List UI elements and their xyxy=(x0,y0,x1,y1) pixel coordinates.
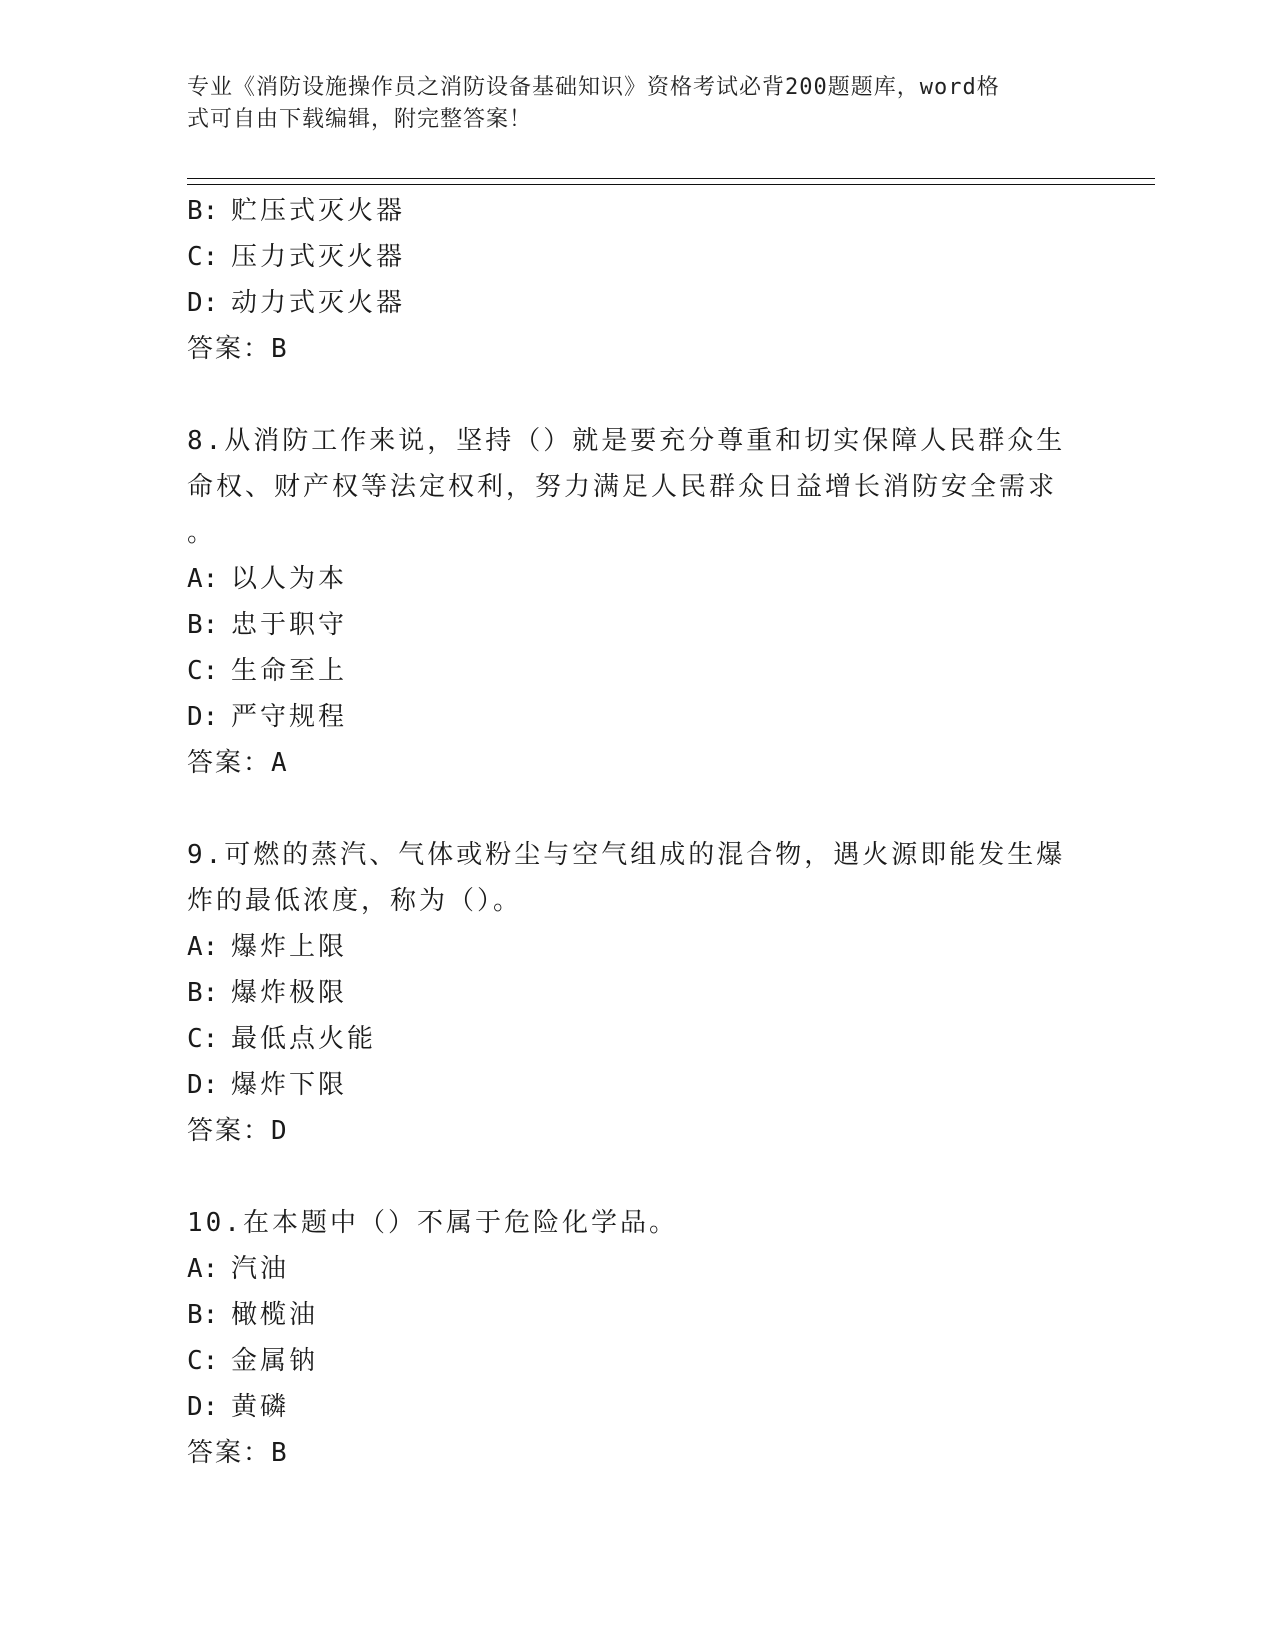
question-list xyxy=(187,188,1067,1476)
option-key: B: xyxy=(187,610,219,640)
option-d xyxy=(187,280,1067,326)
option-key: B: xyxy=(187,196,219,226)
question-text-line: 。 xyxy=(187,518,217,548)
question-text-line: 命权、财产权等法定权利，努力满足人民群众日益增长消防安全需求 xyxy=(187,472,1058,502)
option-b xyxy=(187,188,1067,234)
answer-line xyxy=(187,740,1067,786)
option-a xyxy=(187,1246,1067,1292)
option-key: C: xyxy=(187,242,219,272)
option-text: 生命至上 xyxy=(231,656,348,686)
option-text: 爆炸上限 xyxy=(231,932,348,962)
spacer xyxy=(187,786,1067,832)
option-text: 爆炸极限 xyxy=(231,978,348,1008)
option-a xyxy=(187,924,1067,970)
answer-line xyxy=(187,1108,1067,1154)
option-text: 以人为本 xyxy=(231,564,348,594)
spacer xyxy=(187,1154,1067,1200)
option-b xyxy=(187,602,1067,648)
option-key: C: xyxy=(187,656,219,686)
option-key: A: xyxy=(187,564,219,594)
option-key: D: xyxy=(187,1070,219,1100)
option-c xyxy=(187,1016,1067,1062)
option-d xyxy=(187,1062,1067,1108)
answer-label: 答案： xyxy=(187,334,272,364)
question-9 xyxy=(187,832,1067,1154)
question-10 xyxy=(187,1200,1067,1476)
option-key: B: xyxy=(187,978,219,1008)
option-key: D: xyxy=(187,1392,219,1422)
option-c xyxy=(187,648,1067,694)
answer-line xyxy=(187,326,1067,372)
option-c xyxy=(187,1338,1067,1384)
option-c xyxy=(187,234,1067,280)
option-key: C: xyxy=(187,1024,219,1054)
option-text: 贮压式灭火器 xyxy=(231,196,406,226)
option-key: B: xyxy=(187,1300,219,1330)
header-divider-top xyxy=(187,178,1155,179)
option-text: 爆炸下限 xyxy=(231,1070,348,1100)
option-text: 金属钠 xyxy=(231,1346,319,1376)
option-d xyxy=(187,694,1067,740)
option-d xyxy=(187,1384,1067,1430)
option-text: 压力式灭火器 xyxy=(231,242,406,272)
answer-label: 答案： xyxy=(187,1438,272,1468)
answer-label: 答案： xyxy=(187,1116,272,1146)
answer-value: D xyxy=(271,1116,287,1146)
document-header xyxy=(187,72,1067,136)
question-7-options xyxy=(187,188,1067,372)
answer-value: A xyxy=(271,748,287,778)
option-key: C: xyxy=(187,1346,219,1376)
option-key: A: xyxy=(187,1254,219,1284)
header-line-1: 专业《消防设施操作员之消防设备基础知识》资格考试必背200题题库，word格 xyxy=(187,75,1000,100)
answer-label: 答案： xyxy=(187,748,272,778)
option-text: 严守规程 xyxy=(231,702,348,732)
question-text-line: 9.可燃的蒸汽、气体或粉尘与空气组成的混合物，遇火源即能发生爆 xyxy=(187,840,1066,870)
question-text-line: 炸的最低浓度，称为（）。 xyxy=(187,886,523,916)
spacer xyxy=(187,372,1067,418)
option-key: A: xyxy=(187,932,219,962)
option-text: 橄榄油 xyxy=(231,1300,319,1330)
option-text: 黄磷 xyxy=(231,1392,290,1422)
option-a xyxy=(187,556,1067,602)
option-key: D: xyxy=(187,702,219,732)
option-key: D: xyxy=(187,288,219,318)
answer-value: B xyxy=(271,334,287,364)
answer-line xyxy=(187,1430,1067,1476)
option-text: 最低点火能 xyxy=(231,1024,377,1054)
option-text: 忠于职守 xyxy=(231,610,348,640)
option-text: 动力式灭火器 xyxy=(231,288,406,318)
option-text: 汽油 xyxy=(231,1254,290,1284)
option-b xyxy=(187,970,1067,1016)
header-divider-bottom xyxy=(187,184,1155,185)
header-line-2: 式可自由下载编辑，附完整答案！ xyxy=(187,107,533,132)
question-8 xyxy=(187,418,1067,786)
option-b xyxy=(187,1292,1067,1338)
question-text-line: 10.在本题中（）不属于危险化学品。 xyxy=(187,1208,678,1238)
question-text-line: 8.从消防工作来说，坚持（）就是要充分尊重和切实保障人民群众生 xyxy=(187,426,1066,456)
answer-value: B xyxy=(271,1438,287,1468)
